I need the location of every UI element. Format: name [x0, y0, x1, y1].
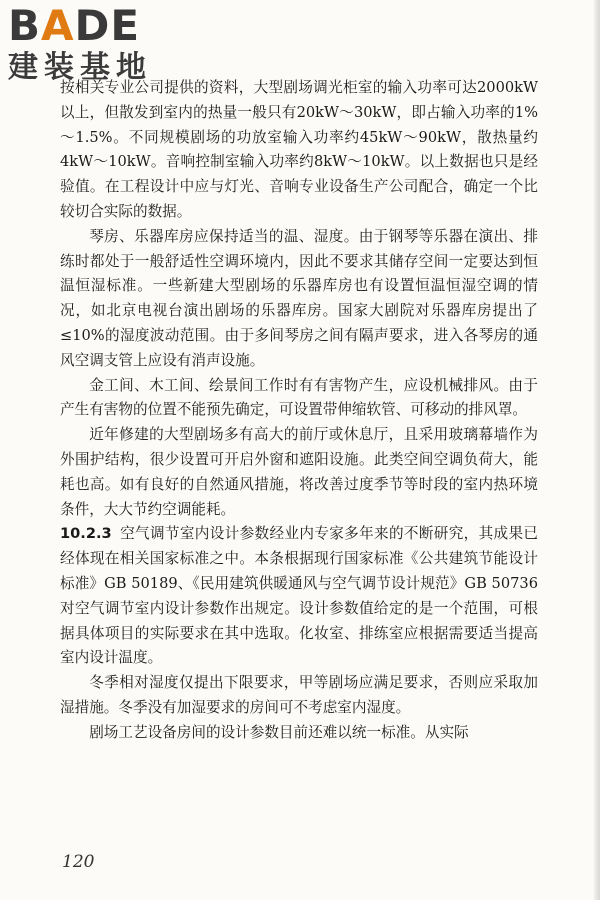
page-edge-shadow — [594, 0, 600, 900]
paragraph: 剧场工艺设备房间的设计参数目前还难以统一标准。从实际 — [89, 723, 469, 741]
logo-accent-letter: A — [41, 1, 75, 50]
section-paragraph — [60, 522, 538, 671]
paragraph: 琴房、乐器库房应保持适当的温、湿度。由于钢琴等乐器在演出、排练时都处于一般舒适性空调环境内，因此不要求其储存空间一定要达到恒温恒湿标准。一些新建大型剧场的乐器库房也有设置恒温恒湿空调的情况，如北京电视台演出剧场的乐器库房。国家大剧院对乐器库房提出了≤10%的湿度波动范围。由于多间琴房之间有隔声要求，进入各琴房的通风空调支管上应设有消声设施。 — [60, 227, 538, 369]
page-number: 120 — [62, 852, 95, 872]
paragraph: 按相关专业公司提供的资料，大型剧场调光柜室的输入功率可达2000kW以上，但散发到室内的热量一般只有20kW～30kW，即占输入功率的1%～1.5%。不同规模剧场的功放室输入功率约45kW～90kW，散热量约4kW～10kW。音响控制室输入功率约8kW～10kW。以上数据也只是经验值。在工程设计中应与灯光、音响专业设备生产公司配合，确定一个比较切合实际的数据。 — [60, 79, 538, 220]
paragraph: 金工间、木工间、绘景间工作时有有害物产生，应设机械排风。由于产生有害物的位置不能预先确定，可设置带伸缩软管、可移动的排风罩。 — [60, 376, 538, 419]
section-number: 10.2.3 — [60, 525, 112, 543]
logo-wordmark: BADE — [8, 1, 141, 50]
body-text — [60, 76, 538, 746]
section-text: 空气调节室内设计参数经业内专家多年来的不断研究，其成果已经体现在相关国家标准之中。本条根据现行国家标准《公共建筑节能设计标准》GB 50189、《民用建筑供暖通风与空气调节设计规范》GB 50736 对空气调节室内设计参数作出规定。设计参数值给定的是一个范围，可根据具体项目的实际要求在其中选取。化妆室、排练室应根据需要适当提高室内设计温度。 — [60, 525, 538, 667]
logo-tagline: 建装基地 — [8, 50, 152, 85]
bade-logo — [8, 1, 178, 92]
paragraph: 近年修建的大型剧场多有高大的前厅或休息厅，且采用玻璃幕墙作为外围护结构，很少设置可开启外窗和遮阳设施。此类空间空调负荷大，能耗也高。如有良好的自然通风措施，将改善过度季节等时段的室内热环境条件，大大节约空调能耗。 — [60, 426, 538, 518]
paragraph: 冬季相对湿度仅提出下限要求，甲等剧场应满足要求，否则应采取加湿措施。冬季没有加湿要求的房间可不考虑室内湿度。 — [60, 674, 538, 716]
